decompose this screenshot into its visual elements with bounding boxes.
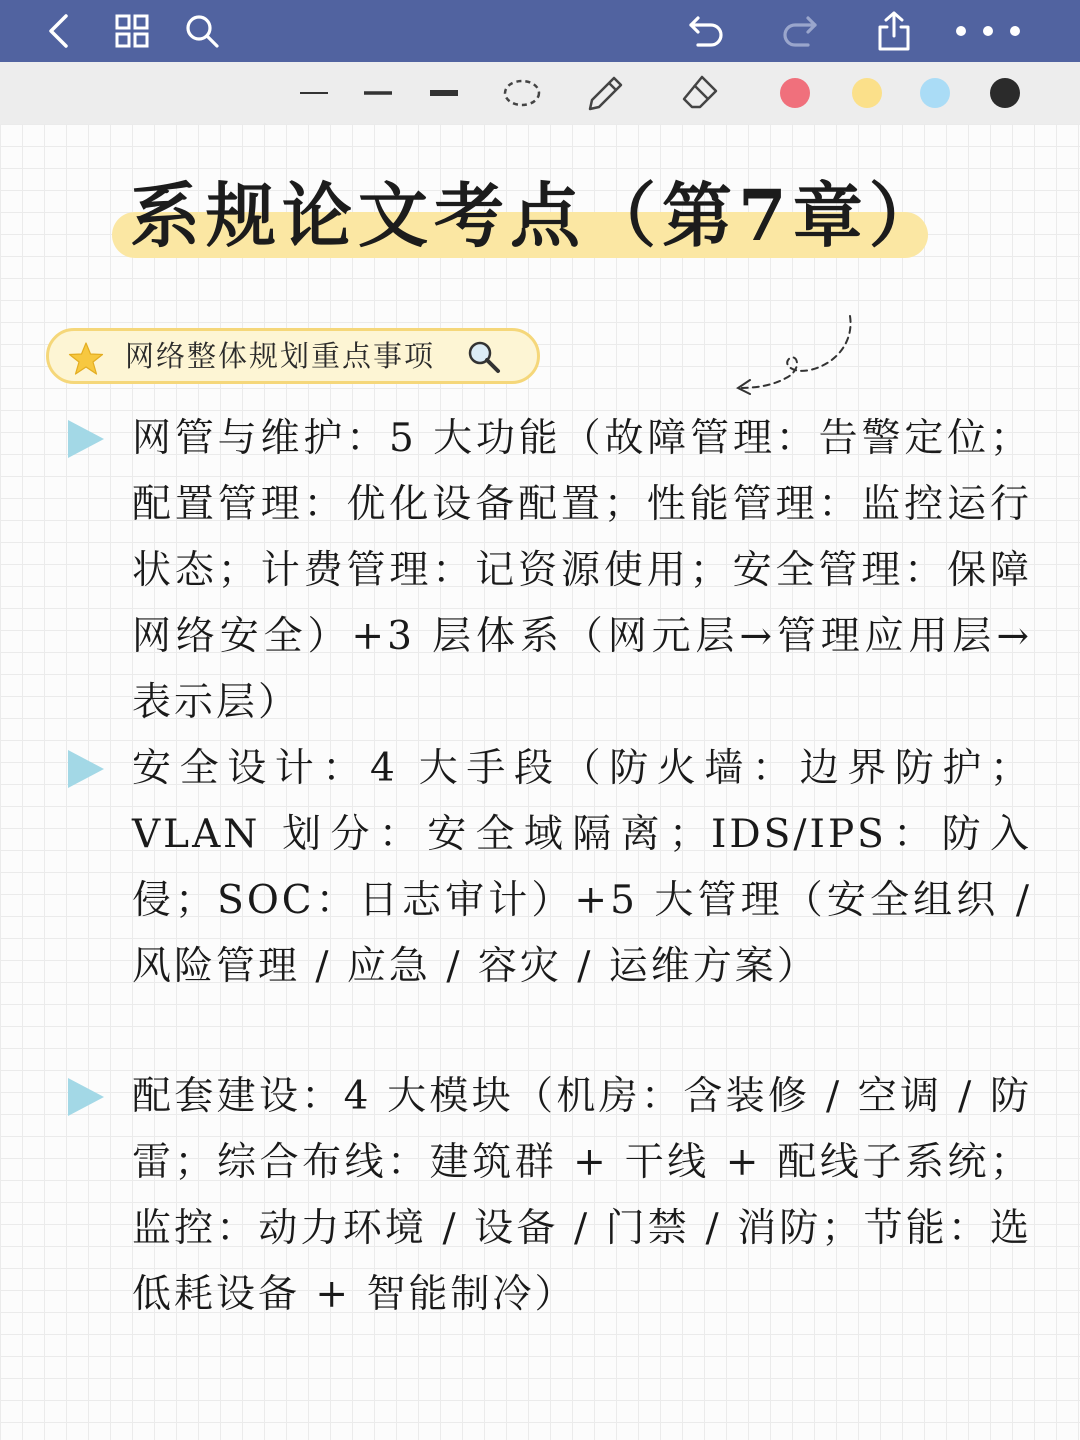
back-icon[interactable]: [38, 0, 78, 62]
yellow-color-swatch[interactable]: [850, 62, 884, 124]
thin-line-tool-icon[interactable]: [296, 62, 332, 124]
magnifier-icon: [467, 340, 501, 374]
share-icon[interactable]: [872, 0, 916, 62]
medium-line-tool-icon[interactable]: [360, 62, 396, 124]
lasso-tool-icon[interactable]: [500, 62, 544, 124]
search-icon[interactable]: [180, 0, 224, 62]
grid-icon[interactable]: [110, 0, 154, 62]
bullet-supporting-construction: 配套建设：4 大模块（机房：含装修 / 空调 / 防雷；综合布线：建筑群 + 干线 + 配线子系统；监控：动力环境 / 设备 / 门禁 / 消防；节能：选低耗设备 + 智能制冷）: [132, 1074, 1032, 1317]
top-nav-bar: [0, 0, 1080, 62]
black-color-swatch[interactable]: [988, 62, 1022, 124]
bullet-network-management: 网管与维护：5 大功能（故障管理：告警定位；配置管理：优化设备配置；性能管理：监控运行状态；计费管理：记资源使用；安全管理：保障网络安全）+3 层体系（网元层→管理应用层→表示层）: [132, 416, 1032, 725]
swatch-dot: [920, 78, 950, 108]
pencil-tool-icon[interactable]: [584, 62, 628, 124]
undo-icon[interactable]: [684, 0, 728, 62]
eraser-tool-icon[interactable]: [678, 62, 722, 124]
swatch-dot: [780, 78, 810, 108]
badge-label: 网络整体规划重点事项: [125, 339, 436, 373]
swatch-dot: [990, 78, 1020, 108]
redo-icon[interactable]: [778, 0, 822, 62]
section-badge: [46, 328, 540, 384]
bullet-marker-icon: [68, 420, 104, 458]
red-color-swatch[interactable]: [778, 62, 812, 124]
blue-color-swatch[interactable]: [918, 62, 952, 124]
bullet-security-design: 安全设计：4 大手段（防火墙：边界防护；VLAN 划分：安全域隔离；IDS/IPS：防入侵；SOC：日志审计）+5 大管理（安全组织 / 风险管理 / 应急 / 容灾 / 运维方案）: [132, 746, 1032, 989]
page-title: 系规论文考点（第7章）: [130, 174, 945, 257]
thick-line-tool-icon[interactable]: [426, 62, 462, 124]
star-icon: [67, 341, 105, 377]
bullet-marker-icon: [68, 1078, 104, 1116]
swatch-dot: [852, 78, 882, 108]
drawing-toolbar: [0, 62, 1080, 125]
dashed-arrow-doodle: [730, 312, 860, 404]
bullet-marker-icon: [68, 750, 104, 788]
more-icon[interactable]: [950, 0, 1026, 62]
